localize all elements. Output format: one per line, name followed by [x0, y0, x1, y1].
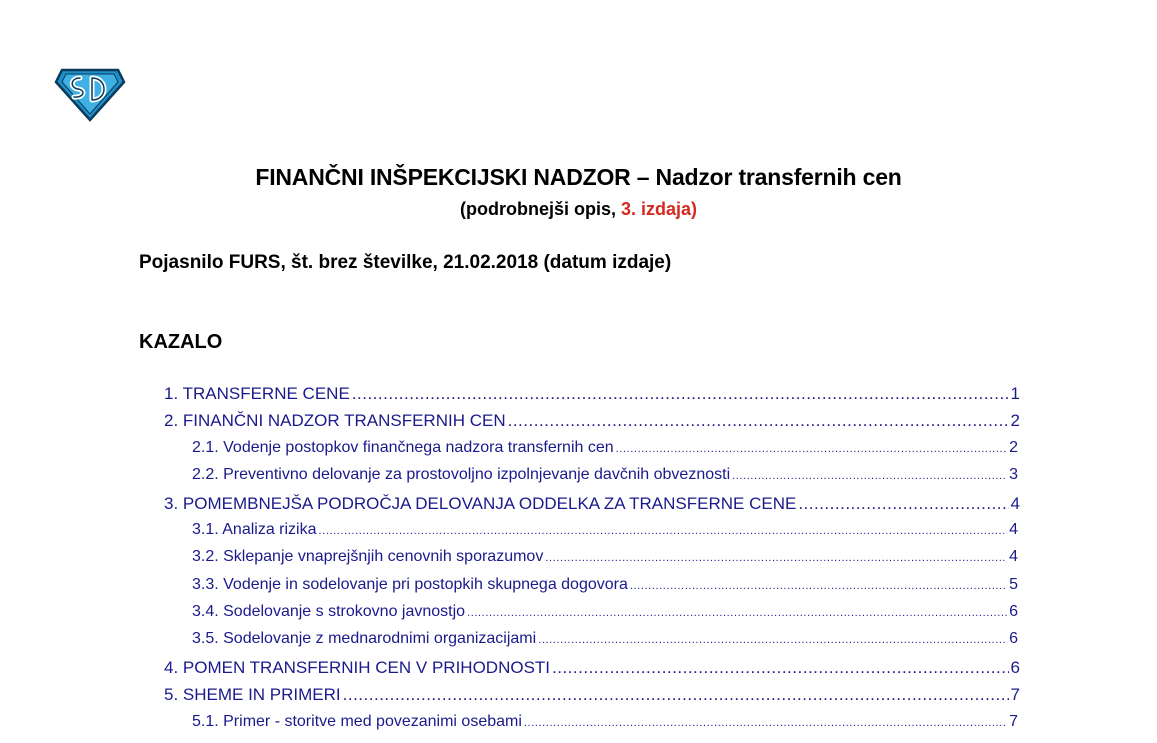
toc-heading: KAZALO — [139, 331, 223, 353]
toc-entry-3[interactable] — [164, 494, 1020, 521]
toc-leader — [508, 411, 1009, 431]
toc-entry-page: 6 — [1010, 658, 1020, 677]
toc-entry-page: 6 — [1009, 603, 1018, 620]
toc-entry-3-3[interactable] — [192, 576, 1018, 603]
toc-entry-page: 7 — [1010, 685, 1020, 704]
toc-entry-page: 4 — [1010, 494, 1020, 513]
toc-entry-2[interactable] — [164, 411, 1020, 438]
toc-leader — [545, 552, 1007, 564]
toc-entry-4[interactable] — [164, 658, 1020, 685]
toc-entry-page: 2 — [1010, 411, 1020, 430]
toc-leader — [467, 607, 1007, 619]
edition-label: 3. izdaja) — [620, 199, 698, 219]
toc-leader — [319, 525, 1008, 537]
toc-entry-5[interactable] — [164, 685, 1020, 712]
toc-leader — [538, 634, 1007, 646]
toc-entry-5-1[interactable] — [192, 713, 1018, 740]
toc-leader — [798, 494, 1008, 514]
toc-entry-1[interactable] — [164, 384, 1020, 411]
toc-entry-page: 3 — [1009, 466, 1018, 483]
toc-entry-page: 4 — [1009, 548, 1018, 565]
toc-entry-page: 4 — [1009, 521, 1018, 538]
toc-entry-page: 2 — [1009, 439, 1018, 456]
toc-entry-3-2[interactable] — [192, 548, 1018, 575]
toc-entry-label: 2. FINANČNI NADZOR TRANSFERNIH CEN — [164, 411, 506, 430]
toc-entry-label: 3.1. Analiza rizika — [192, 521, 317, 538]
toc-entry-2-2[interactable] — [192, 466, 1018, 493]
document-subtitle — [0, 199, 1157, 220]
toc-entry-label: 3. POMEMBNEJŠA PODROČJA DELOVANJA ODDELKA ZA TRANSFERNE CENE — [164, 494, 797, 513]
toc-entry-page: 1 — [1010, 384, 1020, 403]
toc-entry-3-4[interactable] — [192, 603, 1018, 630]
toc-leader — [732, 470, 1007, 482]
toc-leader — [524, 717, 1007, 729]
toc-entry-label: 3.4. Sodelovanje s strokovno javnostjo — [192, 603, 466, 620]
toc-entry-label: 2.1. Vodenje postopkov finančnega nadzora transfernih cen — [192, 439, 614, 456]
toc-entry-label: 5. SHEME IN PRIMERI — [164, 685, 341, 704]
toc-entry-page: 7 — [1009, 713, 1018, 730]
document-reference: Pojasnilo FURS, št. brez številke, 21.02.2018 (datum izdaje) — [139, 252, 672, 273]
toc-entry-label: 3.5. Sodelovanje z mednarodnimi organizacijami — [192, 630, 537, 647]
toc-entry-label: 5.1. Primer - storitve med povezanimi osebami — [192, 713, 522, 730]
toc-entry-label: 3.2. Sklepanje vnaprejšnjih cenovnih sporazumov — [192, 548, 544, 565]
toc-entry-page: 5 — [1009, 576, 1018, 593]
toc-entry-page: 6 — [1009, 630, 1018, 647]
toc-leader — [352, 384, 1009, 404]
toc-leader — [616, 443, 1007, 455]
subtitle-description: (podrobnejši opis, — [459, 199, 621, 219]
toc-leader — [630, 580, 1007, 592]
toc-leader — [552, 658, 1009, 678]
toc-leader — [343, 685, 1009, 705]
toc-entry-label: 4. POMEN TRANSFERNIH CEN V PRIHODNOSTI — [164, 658, 551, 677]
toc-entry-label: 1. TRANSFERNE CENE — [164, 384, 350, 403]
toc-entry-2-1[interactable] — [192, 439, 1018, 466]
sd-diamond-logo-icon — [54, 64, 126, 122]
toc-entry-label: 3.3. Vodenje in sodelovanje pri postopkih skupnega dogovora — [192, 576, 628, 593]
toc-entry-3-5[interactable] — [192, 630, 1018, 657]
toc-entry-label: 2.2. Preventivno delovanje za prostovoljno izpolnjevanje davčnih obveznosti — [192, 466, 731, 483]
document-title: FINANČNI INŠPEKCIJSKI NADZOR – Nadzor transfernih cen — [255, 164, 902, 190]
toc-entry-3-1[interactable] — [192, 521, 1018, 548]
